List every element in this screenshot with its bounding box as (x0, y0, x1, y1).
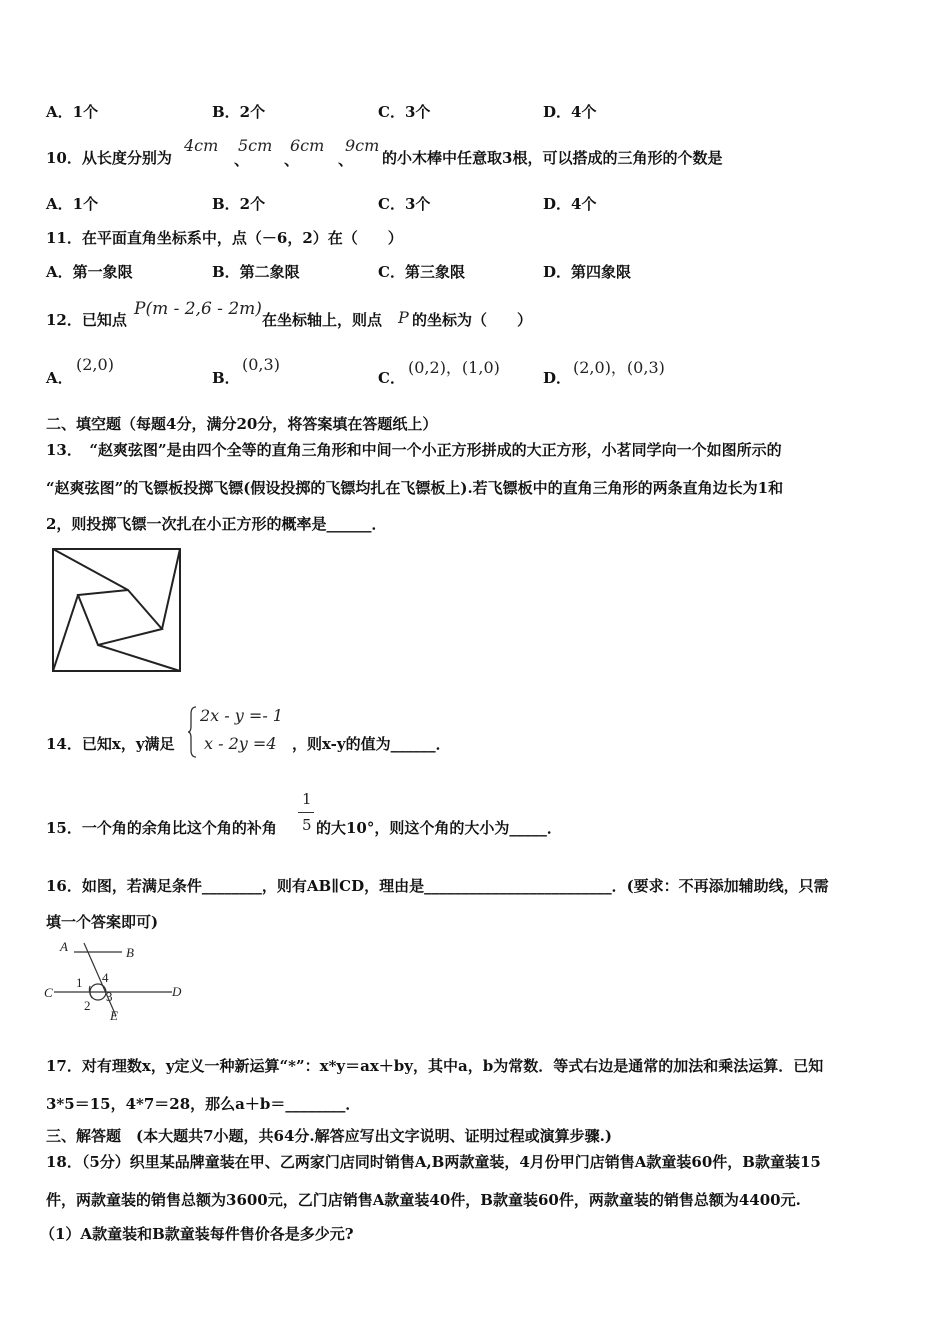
q17-line-1: 17．对有理数x，y定义一种新运算“*”：x*y＝ax＋by，其中a，b为常数．等式右边是通常的加法和乘法运算．已知 (46, 1057, 824, 1075)
q11-option-c: C．第三象限 (378, 263, 465, 281)
q11-text: 11．在平面直角坐标系中，点（－6，2）在（ ） (46, 229, 403, 247)
parallel-lines-diagram (40, 938, 190, 1028)
point-e-label: E (110, 1008, 118, 1023)
q14-equation-2: x - 2y =4 (204, 734, 277, 753)
q10-length-3: 6cm (290, 136, 325, 155)
q10-sep-2: 、 (284, 151, 300, 169)
q14-suffix: ，则x-y的值为______． (292, 735, 451, 753)
angle-2-label: 2 (84, 998, 91, 1013)
q18-line-1: 18．（5分）织里某品牌童装在甲、乙两家门店同时销售A,B两款童装，4月份甲门店销售A款童装60件，B款童装15 (46, 1153, 821, 1171)
q15-suffix: 的大10°，则这个角的大小为_____． (316, 819, 562, 837)
q12-suffix: 的坐标为（ ） (412, 311, 533, 329)
point-c-label: C (44, 985, 53, 1000)
q15-fraction-denominator: 5 (302, 816, 312, 834)
q16-line-1: 16．如图，若满足条件________，则有AB∥CD，理由是_________________________．(要求：不再添加辅助线，只需 (46, 877, 829, 895)
q10-sep-1: 、 (234, 151, 250, 169)
q18-subquestion-1: （1）A款童装和B款童装每件售价各是多少元? (40, 1225, 354, 1243)
section-3-heading: 三、解答题 (本大题共7小题，共64分.解答应写出文字说明、证明过程或演算步骤.) (46, 1127, 612, 1145)
point-a-label: A (60, 939, 68, 954)
q9-option-c: C．3个 (378, 103, 431, 121)
triangle-edge-top (53, 549, 128, 590)
q15-fraction-bar (298, 812, 314, 813)
q12-option-c-label: C． (378, 369, 405, 387)
angle-1-label: 1 (76, 975, 83, 990)
q10-length-1: 4cm (184, 136, 219, 155)
angle-3-label: 3 (106, 989, 113, 1004)
q9-option-a: A．1个 (46, 103, 99, 121)
q11-option-d: D．第四象限 (543, 263, 632, 281)
q12-option-a-math: (2,0) (76, 355, 114, 374)
q13-line-2: “赵爽弦图”的飞镖板投掷飞镖(假设投掷的飞镖均扎在飞镖板上).若飞镖板中的直角三角形的两条直角边长为1和 (46, 479, 784, 497)
q10-option-d: D．4个 (543, 195, 597, 213)
triangle-edge-bottom (98, 645, 180, 671)
q10-length-2: 5cm (238, 136, 273, 155)
inner-square (78, 590, 162, 645)
q9-option-d: D．4个 (543, 103, 597, 121)
q12-option-b-math: (0,3) (242, 355, 280, 374)
q12-p: P (398, 308, 409, 327)
point-d-label: D (172, 984, 182, 999)
q10-prefix: 10．从长度分别为 (46, 149, 172, 167)
q10-option-b: B．2个 (212, 195, 266, 213)
q10-sep-3: 、 (338, 151, 354, 169)
point-b-label: B (126, 945, 134, 960)
q12-prefix: 12．已知点 (46, 311, 127, 329)
q16-line-2: 填一个答案即可) (46, 913, 159, 931)
q10-option-a: A．1个 (46, 195, 99, 213)
q15-prefix: 15．一个角的余角比这个角的补角 (46, 819, 277, 837)
q13-line-3: 2，则投掷飞镖一次扎在小正方形的概率是______． (46, 515, 387, 533)
q12-option-b-label: B． (212, 369, 240, 387)
q13-line-1: 13． “赵爽弦图”是由四个全等的直角三角形和中间一个小正方形拼成的大正方形，小茗同学向一个如图所示的 (46, 441, 782, 459)
q9-option-b: B．2个 (212, 103, 266, 121)
q11-option-a: A．第一象限 (46, 263, 133, 281)
q14-equation-1: 2x - y =- 1 (200, 706, 283, 725)
q12-option-d-math: (2,0)，(0,3) (573, 358, 665, 377)
q12-option-d-label: D． (543, 369, 572, 387)
q12-option-c-math: (0,2)，(1,0) (408, 358, 500, 377)
q18-line-2: 件，两款童装的销售总额为3600元，乙门店销售A款童装40件，B款童装60件，两款童装的销售总额为4400元. (46, 1191, 801, 1209)
q10-suffix: 的小木棒中任意取3根，可以搭成的三角形的个数是 (382, 149, 723, 167)
q17-line-2: 3*5＝15，4*7＝28，那么a＋b＝________． (46, 1095, 361, 1113)
q14-prefix: 14．已知x，y满足 (46, 735, 175, 753)
angle-4-label: 4 (102, 970, 109, 985)
q14-brace (188, 706, 198, 758)
q12-option-a-label: A． (46, 369, 73, 387)
q12-mid: 在坐标轴上，则点 (262, 311, 383, 329)
q15-fraction-numerator: 1 (302, 790, 312, 808)
q10-length-4: 9cm (345, 136, 380, 155)
q12-point: P(m - 2,6 - 2m) (134, 299, 262, 319)
section-2-heading: 二、填空题（每题4分，满分20分，将答案填在答题纸上） (46, 415, 438, 433)
zhao-shuang-diagram (52, 548, 182, 673)
q10-option-c: C．3个 (378, 195, 431, 213)
triangle-edge-left (53, 595, 78, 671)
triangle-edge-right (162, 549, 180, 629)
q11-option-b: B．第二象限 (212, 263, 300, 281)
